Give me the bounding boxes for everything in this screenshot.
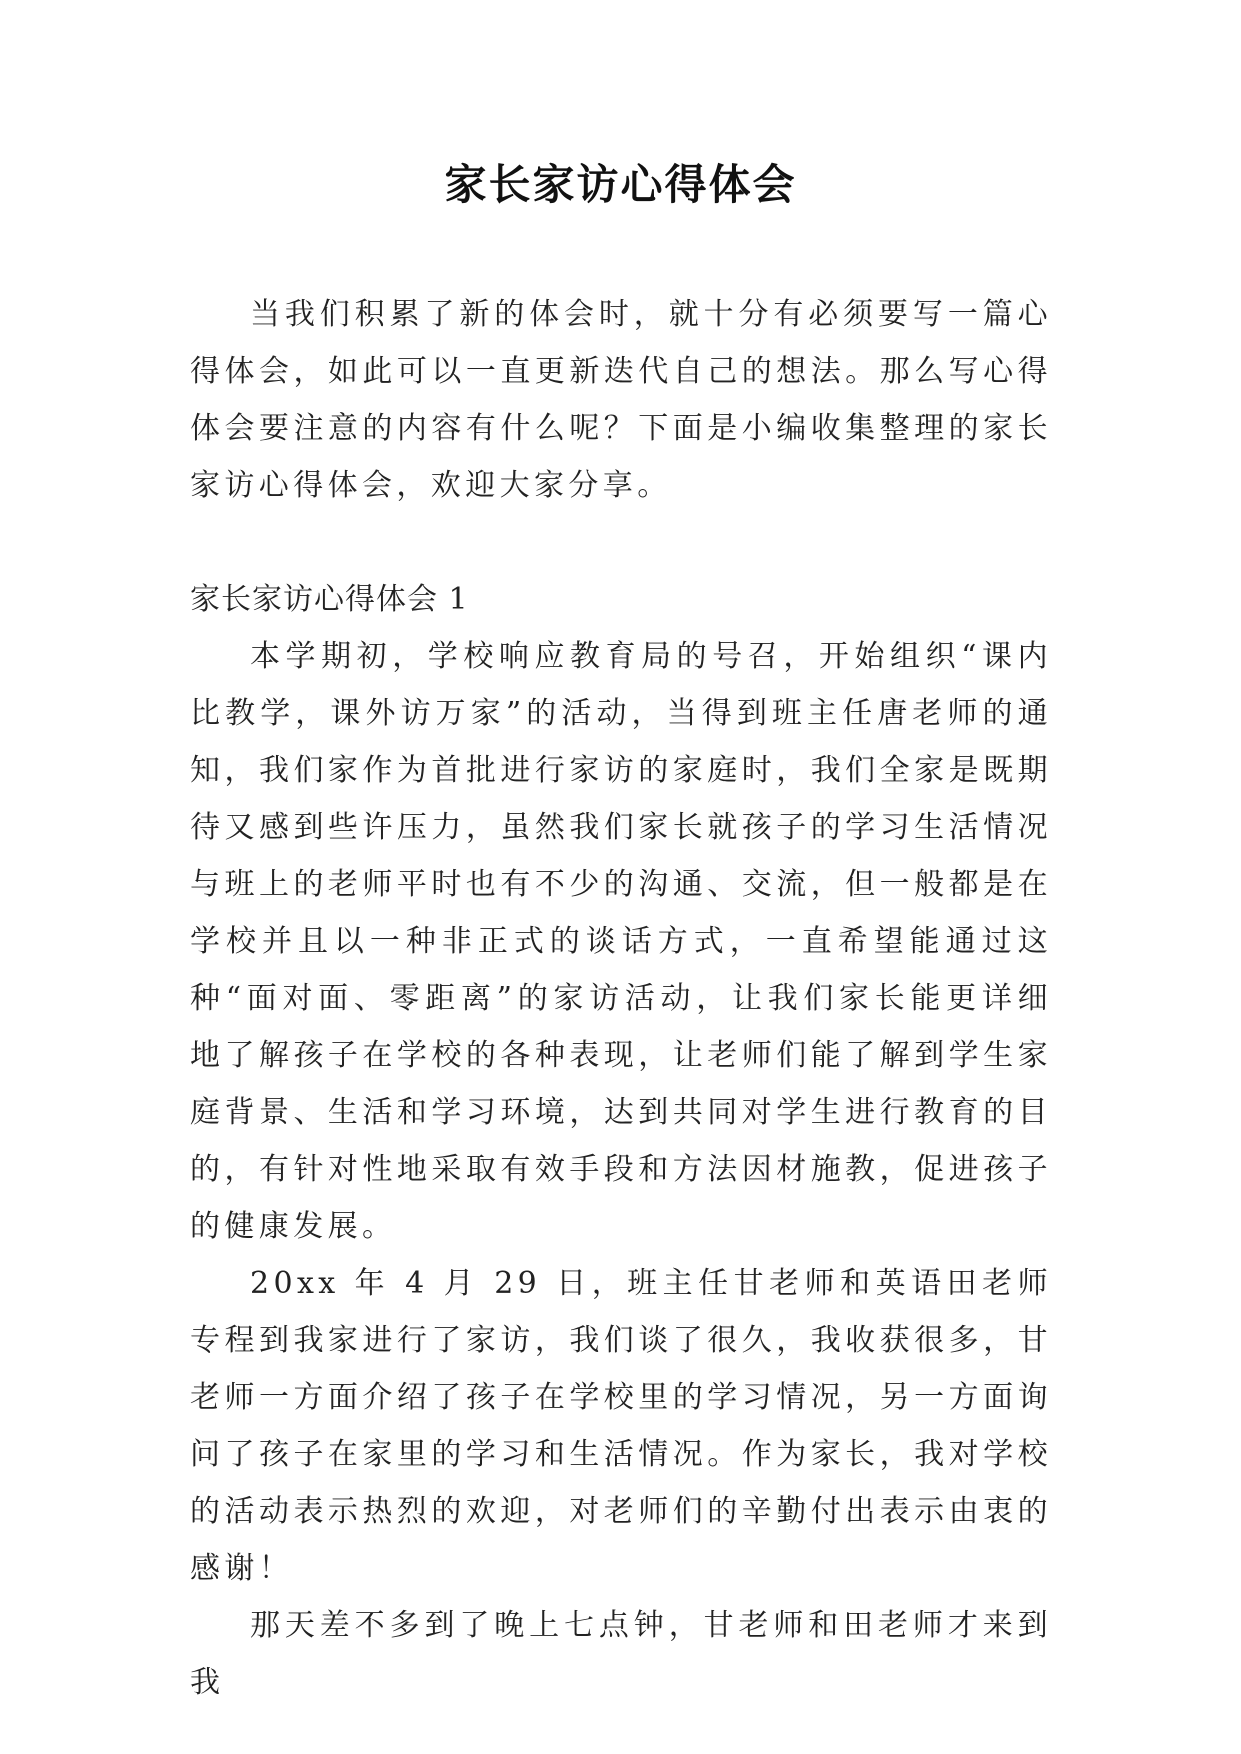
body-paragraph-1: 本学期初，学校响应教育局的号召，开始组织“课内比教学，课外访万家”的活动，当得到班主任唐老师的通知，我们家作为首批进行家访的家庭时，我们全家是既期待又感到些许压力，虽然我们家长就孩子的学习生活情况与班上的老师平时也有不少的沟通、交流，但一般都是在学校并且以一种非正式的谈话方式，一直希望能通过这种“面对面、零距离”的家访活动，让我们家长能更详细地了解孩子在学校的各种表现，让老师们能了解到学生家庭背景、生活和学习环境，达到共同对学生进行教育的目的，有针对性地采取有效手段和方法因材施教，促进孩子的健康发展。 [190, 639, 1052, 1244]
section-1 [190, 571, 1052, 1711]
document-title: 家长家访心得体会 [444, 160, 797, 209]
body-paragraph-3: 那天差不多到了晚上七点钟，甘老师和田老师才来到我 [190, 1608, 1052, 1700]
body-paragraph-2: 20xx 年 4 月 29 日，班主任甘老师和英语田老师专程到我家进行了家访，我们谈了很久，我收获很多，甘老师一方面介绍了孩子在学校里的学习情况，另一方面询问了孩子在家里的学习和生活情况。作为家长，我对学校的活动表示热烈的欢迎，对老师们的辛勤付出表示由衷的感谢！ [190, 1266, 1052, 1586]
document-body [190, 286, 1052, 1711]
intro-paragraph: 当我们积累了新的体会时，就十分有必须要写一篇心得体会，如此可以一直更新迭代自己的想法。那么写心得体会要注意的内容有什么呢？下面是小编收集整理的家长家访心得体会，欢迎大家分享。 [190, 297, 1052, 503]
section-heading: 家长家访心得体会 1 [190, 582, 469, 617]
